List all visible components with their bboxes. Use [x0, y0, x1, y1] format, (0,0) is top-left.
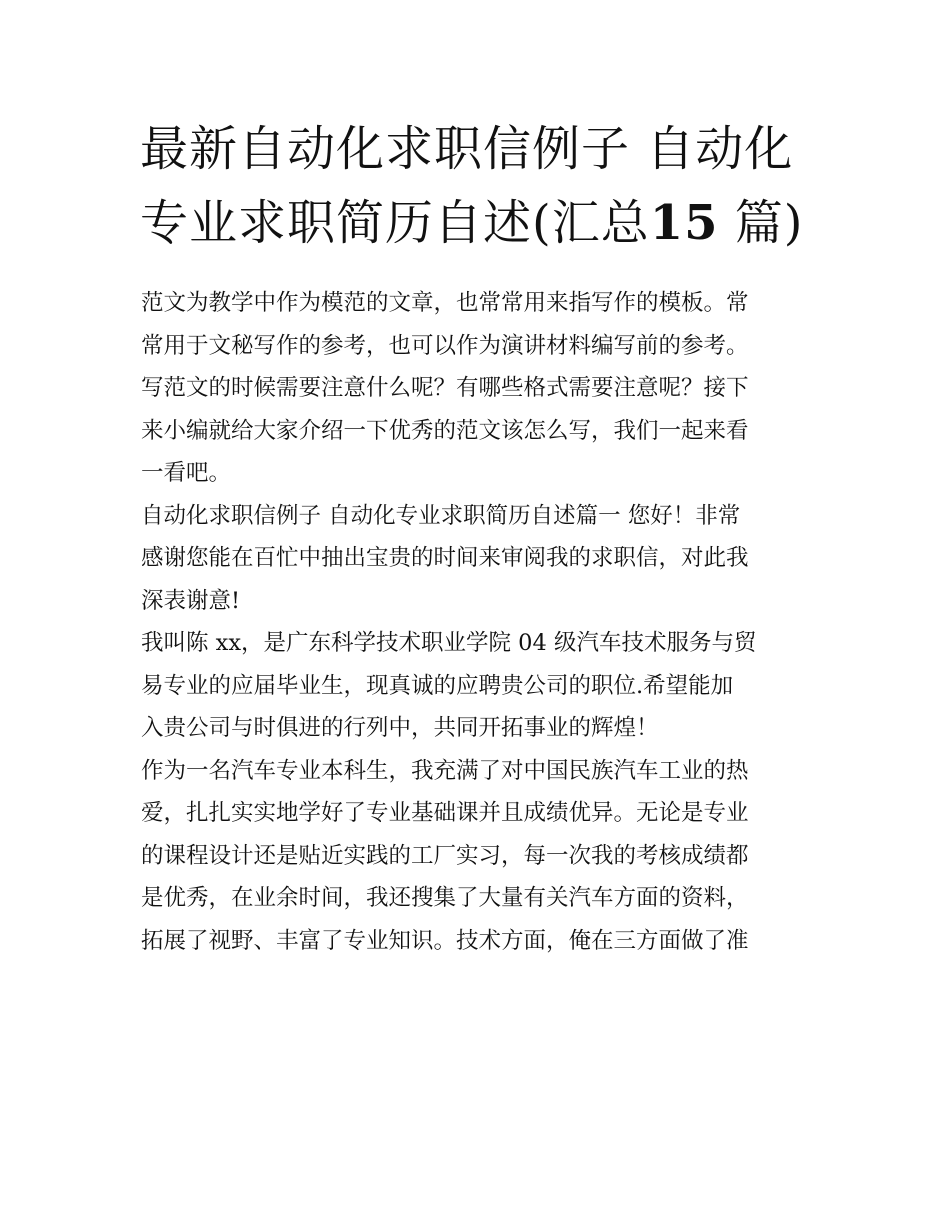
intro-paragraph	[141, 282, 821, 495]
text-line: 爱，扎扎实实地学好了专业基础课并且成绩优异。无论是专业	[141, 800, 749, 826]
title-number: 15	[649, 195, 719, 251]
title-line: 最新自动化求职信例子 自动化	[140, 121, 794, 177]
text-line: 范文为教学中作为模范的文章，也常常用来指写作的模板。常	[141, 290, 749, 316]
text-line: 写范文的时候需要注意什么呢？有哪些格式需要注意呢？接下	[141, 375, 749, 401]
text-line: 自动化求职信例子 自动化专业求职简历自述篇一 您好！非常	[141, 502, 741, 529]
title-text: 专业求职简历自述(汇总	[140, 195, 650, 251]
text-line: 是优秀，在业余时间，我还搜集了大量有关汽车方面的资料，	[141, 885, 749, 911]
document-body	[141, 282, 821, 962]
text-line: 一看吧。	[141, 460, 232, 486]
text-line: 常用于文秘写作的参考，也可以作为演讲材料编写前的参考。	[141, 332, 749, 359]
document-title	[140, 112, 840, 260]
text-line: 深表谢意!	[141, 587, 241, 614]
self-intro-paragraph	[141, 622, 821, 750]
greeting-paragraph	[141, 495, 821, 623]
text-line: 来小编就给大家介绍一下优秀的范文该怎么写，我们一起来看	[141, 417, 749, 444]
title-line	[140, 186, 840, 260]
text-line: 作为一名汽车专业本科生，我充满了对中国民族汽车工业的热	[141, 757, 749, 784]
title-text: 篇)	[734, 195, 804, 251]
text-line: 的课程设计还是贴近实践的工厂实习，每一次我的考核成绩都	[141, 842, 749, 869]
text-line: 易专业的应届毕业生，现真诚的应聘贵公司的职位.希望能加	[141, 672, 734, 699]
text-line: 感谢您能在百忙中抽出宝贵的时间来审阅我的求职信，对此我	[141, 545, 749, 571]
text-line: 入贵公司与时俱进的行列中，共同开拓事业的辉煌！	[141, 715, 659, 741]
text-line: 拓展了视野、丰富了专业知识。技术方面，俺在三方面做了准	[141, 927, 749, 954]
background-paragraph	[141, 750, 821, 963]
text-line: 我叫陈 xx，是广东科学技术职业学院 04 级汽车技术服务与贸	[141, 630, 757, 656]
